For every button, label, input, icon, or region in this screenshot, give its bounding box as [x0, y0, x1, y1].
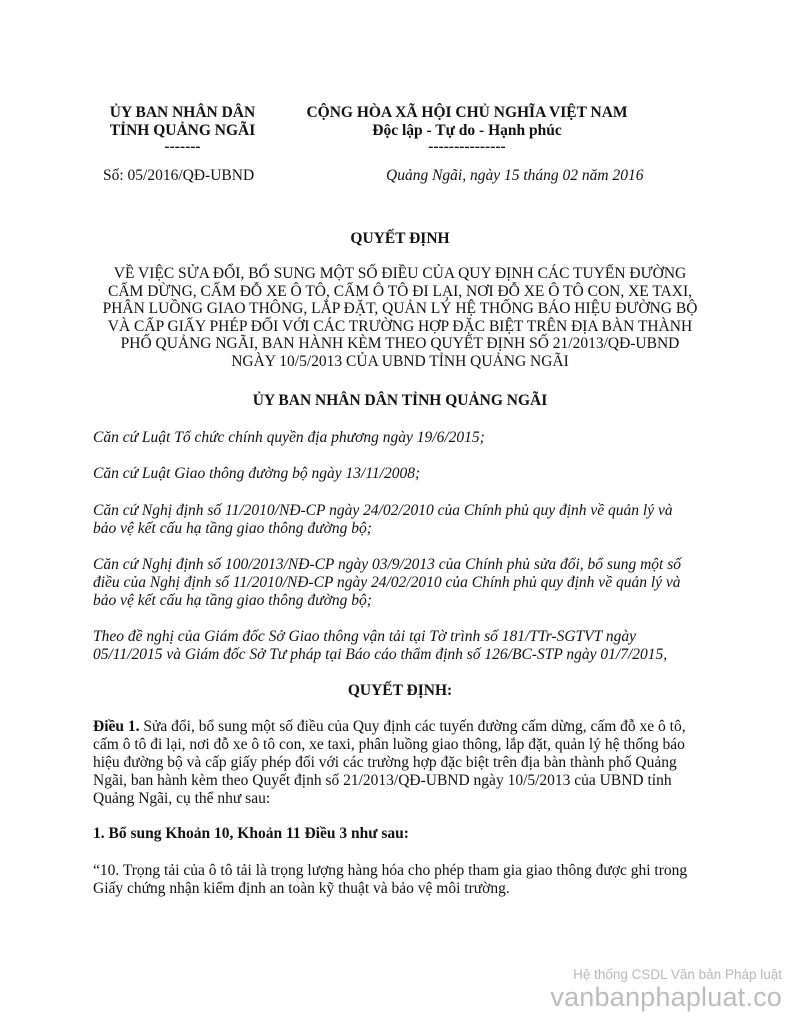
article-line: hiệu đường bộ và cấp giấy phép đối với các trường hợp đặc biệt trên địa bàn thành phố Quảng [93, 754, 677, 771]
agency-header [85, 104, 280, 154]
basis-line: điều của Nghị định số 11/2010/NĐ-CP ngày 24/02/2010 của Chính phủ quy định về quản lý và [93, 574, 681, 591]
article-line: Ngãi, ban hành kèm theo Quyết định số 21/2013/QĐ-UBND ngày 10/5/2013 của UBND tỉnh [93, 772, 672, 789]
clause-line: Giấy chứng nhận kiểm định an toàn kỹ thuật và bảo vệ môi trường. [93, 880, 510, 897]
legal-basis [93, 628, 713, 664]
nation-name: CỘNG HÒA XÃ HỘI CHỦ NGHĨA VIỆT NAM [306, 104, 628, 121]
basis-line: Theo đề nghị của Giám đốc Sở Giao thông vận tải tại Tờ trình số 181/TTr-SGTVT ngày [93, 628, 636, 645]
place-date: Quảng Ngãi, ngày 15 tháng 02 năm 2016 [386, 167, 644, 184]
clause-line: “10. Trọng tải của ô tô tải là trọng lượng hàng hóa cho phép tham gia giao thông được ghi trong [93, 862, 688, 879]
article-line [93, 718, 708, 736]
article-text: Sửa đổi, bổ sung một số điều của Quy định các tuyến đường cấm dừng, cấm đỗ xe ô tô, [139, 718, 686, 735]
clause-1-heading: 1. Bổ sung Khoản 10, Khoản 11 Điều 3 như sau: [93, 825, 409, 842]
subject-line: VÀ CẤP GIẤY PHÉP ĐỐI VỚI CÁC TRƯỜNG HỢP ĐẶC BIỆT TRÊN ĐỊA BÀN THÀNH [107, 317, 693, 335]
legal-basis [93, 556, 713, 610]
article-1 [93, 718, 708, 808]
document-subject [85, 265, 715, 370]
subject-line: CẤM DỪNG, CẤM ĐỖ XE Ô TÔ, CẤM Ô TÔ ĐI LẠI, NƠI ĐỖ XE Ô TÔ CON, XE TAXI, [108, 282, 692, 300]
basis-line: 05/11/2015 và Giám đốc Sở Tư pháp tại Báo cáo thẩm định số 126/BC-STP ngày 01/7/2015, [93, 646, 668, 663]
legal-basis [93, 465, 713, 483]
subject-line: PHỐ QUẢNG NGÃI, BAN HÀNH KÈM THEO QUYẾT ĐỊNH SỐ 21/2013/QĐ-UBND [120, 335, 680, 352]
document-title: QUYẾT ĐỊNH [350, 230, 450, 247]
decision-heading: QUYẾT ĐỊNH: [347, 682, 453, 699]
basis-line: bảo vệ kết cấu hạ tầng giao thông đường bộ; [93, 520, 372, 537]
legal-basis [93, 502, 713, 538]
subject-line: VỀ VIỆC SỬA ĐỔI, BỔ SUNG MỘT SỐ ĐIỀU CỦA QUY ĐỊNH CÁC TUYẾN ĐƯỜNG [113, 265, 687, 282]
nation-header [282, 104, 652, 154]
agency-name-line1: ỦY BAN NHÂN DÂN [109, 104, 256, 121]
article-line: cấm ô tô đi lại, nơi đỗ xe ô tô con, xe taxi, phân luồng giao thông, lắp đặt, quản lý hệ thống báo [93, 736, 685, 753]
document-number: Số: 05/2016/QĐ-UBND [103, 167, 255, 184]
basis-line: bảo vệ kết cấu hạ tầng giao thông đường bộ; [93, 592, 372, 609]
watermark-caption: Hệ thống CSDL Văn bản Pháp luật [573, 967, 782, 982]
clause-10 [93, 862, 708, 898]
article-line: Quảng Ngãi, cụ thể như sau: [93, 790, 271, 807]
basis-line: Căn cứ Luật Tổ chức chính quyền địa phương ngày 19/6/2015; [93, 429, 485, 446]
legal-basis [93, 429, 713, 447]
basis-line: Căn cứ Nghị định số 11/2010/NĐ-CP ngày 24/02/2010 của Chính phủ quy định về quản lý và [93, 502, 673, 519]
issuing-authority: ỦY BAN NHÂN DÂN TỈNH QUẢNG NGÃI [252, 392, 548, 409]
article-label: Điều 1. [93, 718, 140, 735]
basis-line: Căn cứ Luật Giao thông đường bộ ngày 13/11/2008; [93, 465, 421, 482]
agency-name-line2: TỈNH QUẢNG NGÃI [109, 122, 256, 139]
subject-line: PHÂN LUỒNG GIAO THÔNG, LẮP ĐẶT, QUẢN LÝ HỆ THỐNG BÁO HIỆU ĐƯỜNG BỘ [102, 300, 698, 317]
nation-rule: --------------- [428, 138, 506, 155]
basis-line: Căn cứ Nghị định số 100/2013/NĐ-CP ngày 03/9/2013 của Chính phủ sửa đổi, bổ sung một số [93, 556, 681, 573]
nation-motto: Độc lập - Tự do - Hạnh phúc [372, 122, 562, 139]
subject-line: NGÀY 10/5/2013 CỦA UBND TỈNH QUẢNG NGÃI [231, 352, 569, 370]
agency-rule: ------- [164, 138, 201, 155]
watermark-domain: vanbanphapluat.co [550, 982, 782, 1012]
